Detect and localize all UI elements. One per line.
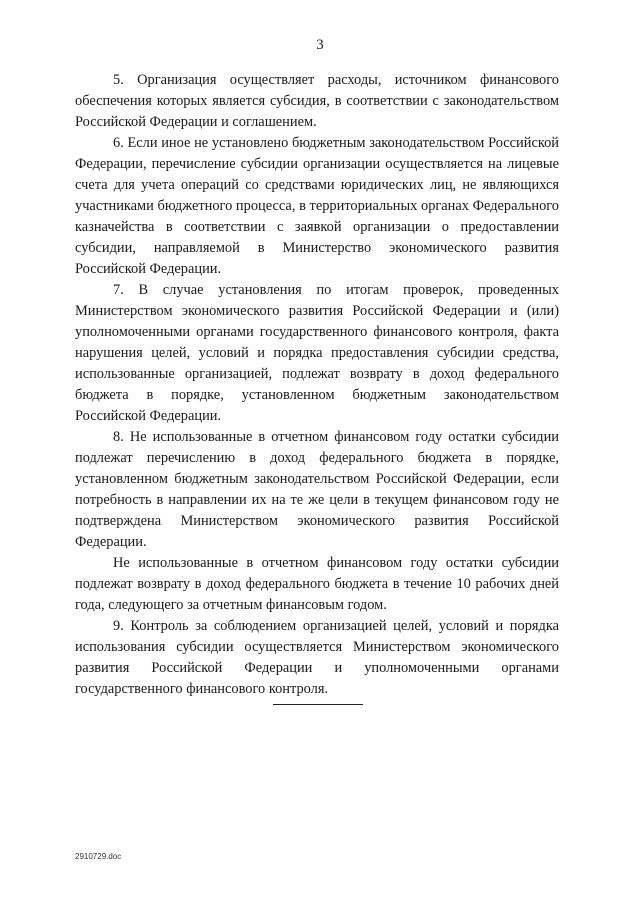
document-body: [75, 70, 559, 700]
page-number: 3: [316, 37, 324, 53]
paragraph-5: 5. Организация осуществляет расходы, источником финансового обеспечения которых является субсидия, в соответствии с законодательством Российской Федерации и соглашением.: [75, 72, 559, 130]
file-reference: 2910729.doc: [75, 852, 122, 861]
paragraph-7: 7. В случае установления по итогам проверок, проведенных Министерством экономического развития Российской Федерации и (или) уполномоченными органами государственного финансового контроля, факта нарушения целей, условий и порядка предоставления субсидии средства, использованные организацией, подлежат возврату в доход федерального бюджета в порядке, установленном бюджетным законодательством Российской Федерации.: [75, 282, 559, 424]
paragraph-9: 9. Контроль за соблюдением организацией целей, условий и порядка использования субсидии осуществляется Министерством экономического развития Российской Федерации и уполномоченными органами государственного финансового контроля.: [75, 618, 559, 697]
paragraph-8: 8. Не использованные в отчетном финансовом году остатки субсидии подлежат перечислению в доход федерального бюджета в порядке, установленном бюджетным законодательством Российской Федерации, если потребность в направлении их на те же цели в текущем финансовом году не подтверждена Министерством экономического развития Российской Федерации.: [75, 429, 559, 550]
paragraph-6: 6. Если иное не установлено бюджетным законодательством Российской Федерации, перечисление субсидии организации осуществляется на лицевые счета для учета операций со средствами юридических лиц, не являющихся участниками бюджетного процесса, в территориальных органах Федерального казначейства в соответствии с заявкой организации о предоставлении субсидии, направляемой в Министерство экономического развития Российской Федерации.: [75, 135, 559, 277]
paragraph-8-continuation: Не использованные в отчетном финансовом году остатки субсидии подлежат возврату в доход федерального бюджета в течение 10 рабочих дней года, следующего за отчетным финансовым годом.: [75, 555, 559, 613]
end-separator-line: [273, 704, 363, 705]
